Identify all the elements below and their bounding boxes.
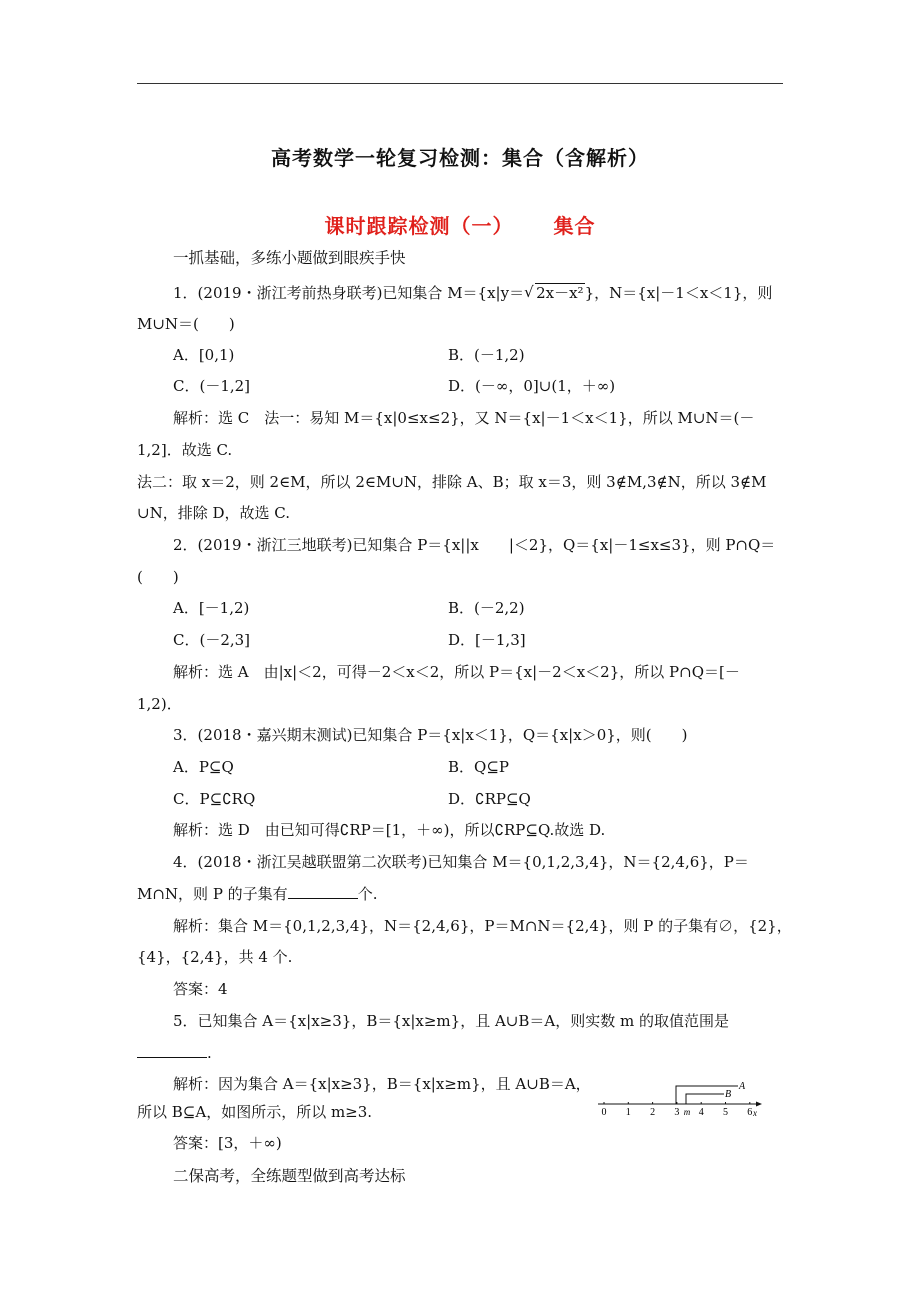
q3-option-a: A．P⊆Q — [173, 758, 234, 776]
q2-stem-line1: 2．(2019・浙江三地联考)已知集合 P＝{x||x |＜2}，Q＝{x|－1≤x≤3}，则 P∩Q＝ — [173, 536, 776, 554]
tick-label: 4 — [698, 1107, 704, 1118]
q1-sqrt — [524, 283, 584, 303]
set-b-bracket — [686, 1094, 724, 1104]
tick-label: 6 — [747, 1107, 753, 1118]
tick-label: 3 — [674, 1107, 680, 1118]
q5-stem-post: . — [207, 1044, 212, 1062]
q1-solution-3: 法二：取 x＝2，则 2∈M，所以 2∈M∪N，排除 A、B；取 x＝3，则 3∉M,3∉N，所以 3∉M — [137, 473, 767, 491]
q3-option-c: C．P⊆∁RQ — [173, 790, 256, 808]
q2-option-d: D．[－1,3] — [448, 631, 526, 649]
q1-solution-2: 1,2]．故选 C. — [137, 441, 233, 459]
sqrt-icon: √ — [524, 283, 534, 301]
q1-radicand: 2x－x² — [536, 284, 584, 302]
q4-stem-pre: M∩N，则 P 的子集有 — [137, 885, 288, 903]
section-exam: 二保高考，全练题型做到高考达标 — [173, 1167, 406, 1185]
q4-answer: 答案：4 — [173, 980, 228, 998]
q1-option-c: C．(－1,2] — [173, 377, 251, 395]
q2-stem-line2: ( ) — [137, 568, 179, 586]
q4-answer-blank — [288, 884, 358, 899]
q4-solution-1: 解析：集合 M＝{0,1,2,3,4}，N＝{2,4,6}，P＝M∩N＝{2,4}，则 P 的子集有∅，{2}， — [173, 917, 792, 935]
page-subtitle — [0, 210, 920, 239]
q1-solution-1: 解析：选 C 法一：易知 M＝{x|0≤x≤2}，又 N＝{x|－1＜x＜1}，所以 M∪N＝(－ — [173, 409, 755, 427]
q3-option-b: B．Q⊆P — [448, 758, 509, 776]
q5-answer: 答案：[3，＋∞) — [173, 1134, 282, 1152]
q2-option-b: B．(－2,2) — [448, 599, 525, 617]
q2-option-c: C．(－2,3] — [173, 631, 251, 649]
q5-answer-blank — [137, 1043, 207, 1058]
q3-option-d: D．∁RP⊆Q — [448, 790, 531, 808]
page-title: 高考数学一轮复习检测：集合（含解析） — [271, 146, 649, 170]
q4-stem-post: 个. — [357, 885, 378, 903]
tick-label: 5 — [723, 1107, 728, 1118]
q5-solution-2: 所以 B⊆A，如图所示，所以 m≥3. — [137, 1103, 373, 1121]
section-basic: 一抓基础，多练小题做到眼疾手快 — [173, 249, 406, 267]
set-a-label: A — [739, 1081, 746, 1092]
q1-option-b: B．(－1,2) — [448, 346, 525, 364]
q2-solution-1: 解析：选 A 由|x|＜2，可得－2＜x＜2，所以 P＝{x|－2＜x＜2}，所以 P∩Q＝[－ — [173, 663, 740, 681]
axis-arrow-icon — [756, 1102, 762, 1107]
subtitle-right: 集合 — [553, 214, 596, 238]
q4-stem-line1: 4．(2018・浙江吴越联盟第二次联考)已知集合 M＝{0,1,2,3,4}，N＝{2,4,6}，P＝ — [173, 853, 749, 871]
q3-solution: 解析：选 D 由已知可得∁RP＝[1，＋∞)，所以∁RP⊆Q.故选 D. — [173, 821, 606, 839]
tick-label: 2 — [650, 1107, 656, 1118]
q1-stem-a: 1．(2019・浙江考前热身联考)已知集合 M＝{x|y＝ — [173, 284, 525, 302]
q3-stem: 3．(2018・嘉兴期末测试)已知集合 P＝{x|x＜1}，Q＝{x|x＞0}，则( ) — [173, 726, 688, 744]
q5-stem-line2 — [137, 1043, 212, 1063]
x-axis-label: x — [753, 1108, 757, 1118]
set-b-label: B — [725, 1089, 732, 1100]
q1-option-d: D．(－∞，0]∪(1，＋∞) — [448, 377, 616, 395]
q5-solution-1: 解析：因为集合 A＝{x|x≥3}，B＝{x|x≥m}，且 A∪B＝A， — [173, 1075, 591, 1093]
q2-solution-2: 1,2)． — [137, 695, 182, 713]
q1-stem-line2: M∪N＝( ) — [137, 315, 235, 333]
m-label: m — [683, 1107, 691, 1117]
q1-stem-line1 — [173, 283, 772, 303]
q1-stem-b: }，N＝{x|－1＜x＜1}，则 — [584, 284, 773, 302]
number-line-figure — [596, 1078, 766, 1118]
q4-stem-line2 — [137, 884, 377, 904]
subtitle-left: 课时跟踪检测（一） — [324, 214, 514, 238]
q5-stem-line1: 5．已知集合 A＝{x|x≥3}，B＝{x|x≥m}，且 A∪B＝A，则实数 m 的取值范围是 — [173, 1012, 729, 1030]
tick-label: 1 — [625, 1107, 631, 1118]
tick-label: 0 — [601, 1107, 607, 1118]
header-rule — [137, 83, 783, 84]
q1-option-a: A．[0,1) — [173, 346, 235, 364]
q2-option-a: A．[－1,2) — [173, 599, 250, 617]
q1-solution-4: ∪N，排除 D，故选 C. — [137, 504, 290, 522]
q4-solution-2: {4}，{2,4}，共 4 个. — [137, 948, 293, 966]
